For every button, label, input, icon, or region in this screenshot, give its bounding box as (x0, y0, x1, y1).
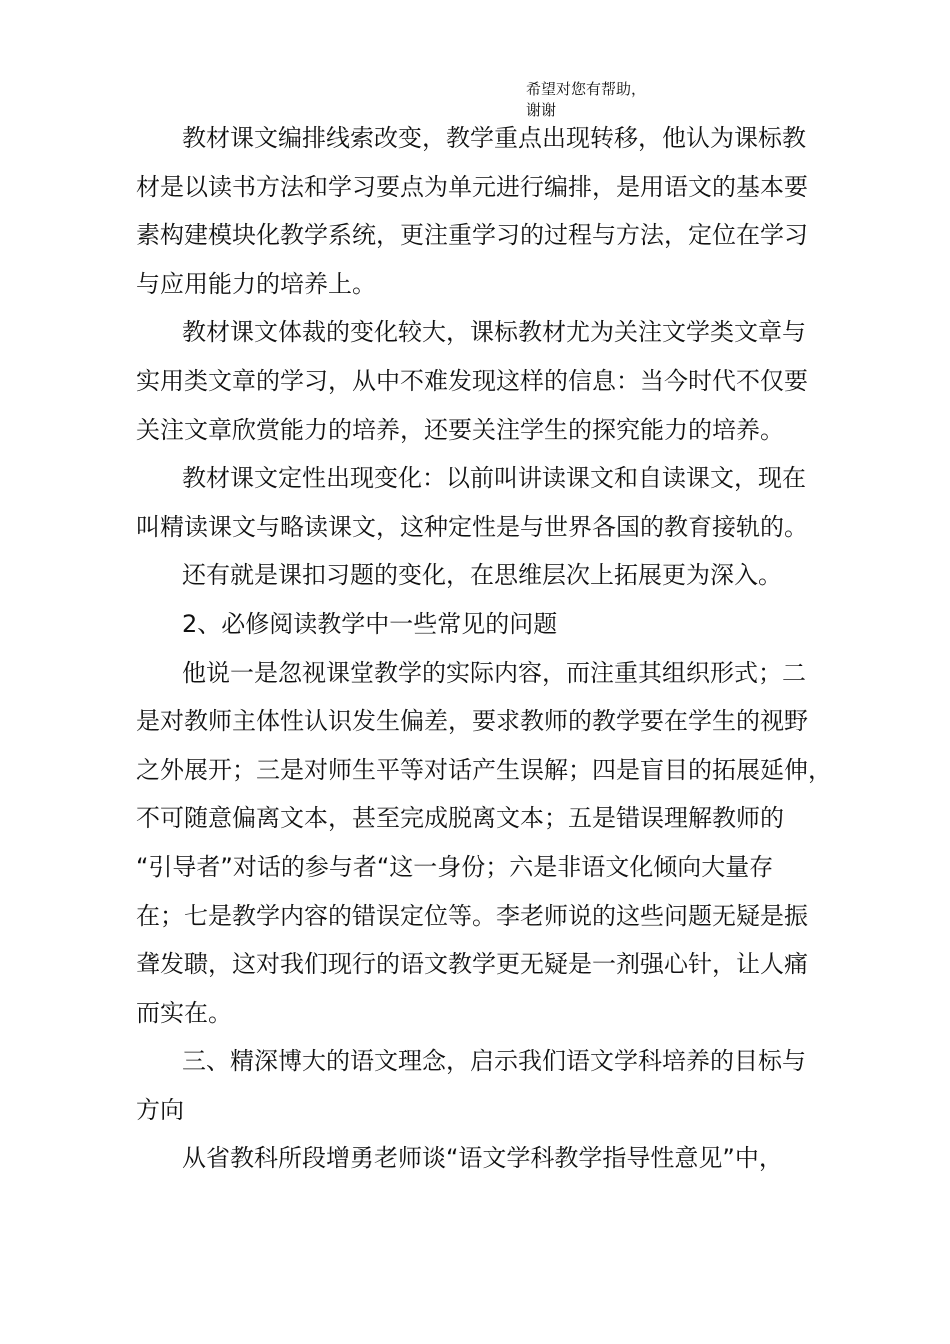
text-line: 与应用能力的培养上。 (136, 269, 376, 298)
header-note-line-1: 希望对您有帮助， (526, 80, 647, 98)
text-line: 不可随意偏离文本，甚至完成脱离文本；五是错误理解教师的 (136, 804, 784, 833)
text-line: 关注文章欣赏能力的培养，还要关注学生的探究能力的培养。 (136, 415, 784, 444)
text-line: 聋发聩，这对我们现行的语文教学更无疑是一剂强心针，让人痛 (136, 950, 808, 979)
section-heading-continued: 方向 (136, 1095, 184, 1124)
text-line: 而实在。 (136, 998, 232, 1027)
text-line: 素构建模块化教学系统，更注重学习的过程与方法，定位在学习 (136, 221, 808, 250)
text-line: 教材课文体裁的变化较大，课标教材尤为关注文学类文章与 (182, 318, 806, 347)
section-heading: 三、精深博大的语文理念，启示我们语文学科培养的目标与 (182, 1047, 806, 1076)
text-line: 实用类文章的学习，从中不难发现这样的信息：当今时代不仅要 (136, 366, 808, 395)
header-note-line-2: 谢谢 (526, 101, 557, 119)
section-heading: 2、必修阅读教学中一些常见的问题 (182, 609, 558, 638)
text-line: 之外展开；三是对师生平等对话产生误解；四是盲目的拓展延伸， (136, 755, 832, 784)
text-line: 在；七是教学内容的错误定位等。李老师说的这些问题无疑是振 (136, 901, 808, 930)
text-line: 是对教师主体性认识发生偏差，要求教师的教学要在学生的视野 (136, 707, 808, 736)
text-line: 教材课文编排线索改变，教学重点出现转移，他认为课标教 (182, 124, 806, 152)
text-line: “引导者”对话的参与者“这一身份；六是非语文化倾向大量存 (136, 852, 774, 881)
document-body (136, 114, 836, 1183)
text-line: 还有就是课扣习题的变化，在思维层次上拓展更为深入。 (182, 561, 782, 590)
text-line: 材是以读书方法和学习要点为单元进行编排，是用语文的基本要 (136, 172, 808, 201)
text-line: 叫精读课文与略读课文，这种定性是与世界各国的教育接轨的。 (136, 512, 808, 541)
text-line: 教材课文定性出现变化：以前叫讲读课文和自读课文，现在 (182, 464, 806, 493)
text-line: 从省教科所段增勇老师谈“语文学科教学指导性意见”中， (182, 1144, 783, 1173)
text-line: 他说一是忽视课堂教学的实际内容，而注重其组织形式；二 (182, 658, 806, 687)
